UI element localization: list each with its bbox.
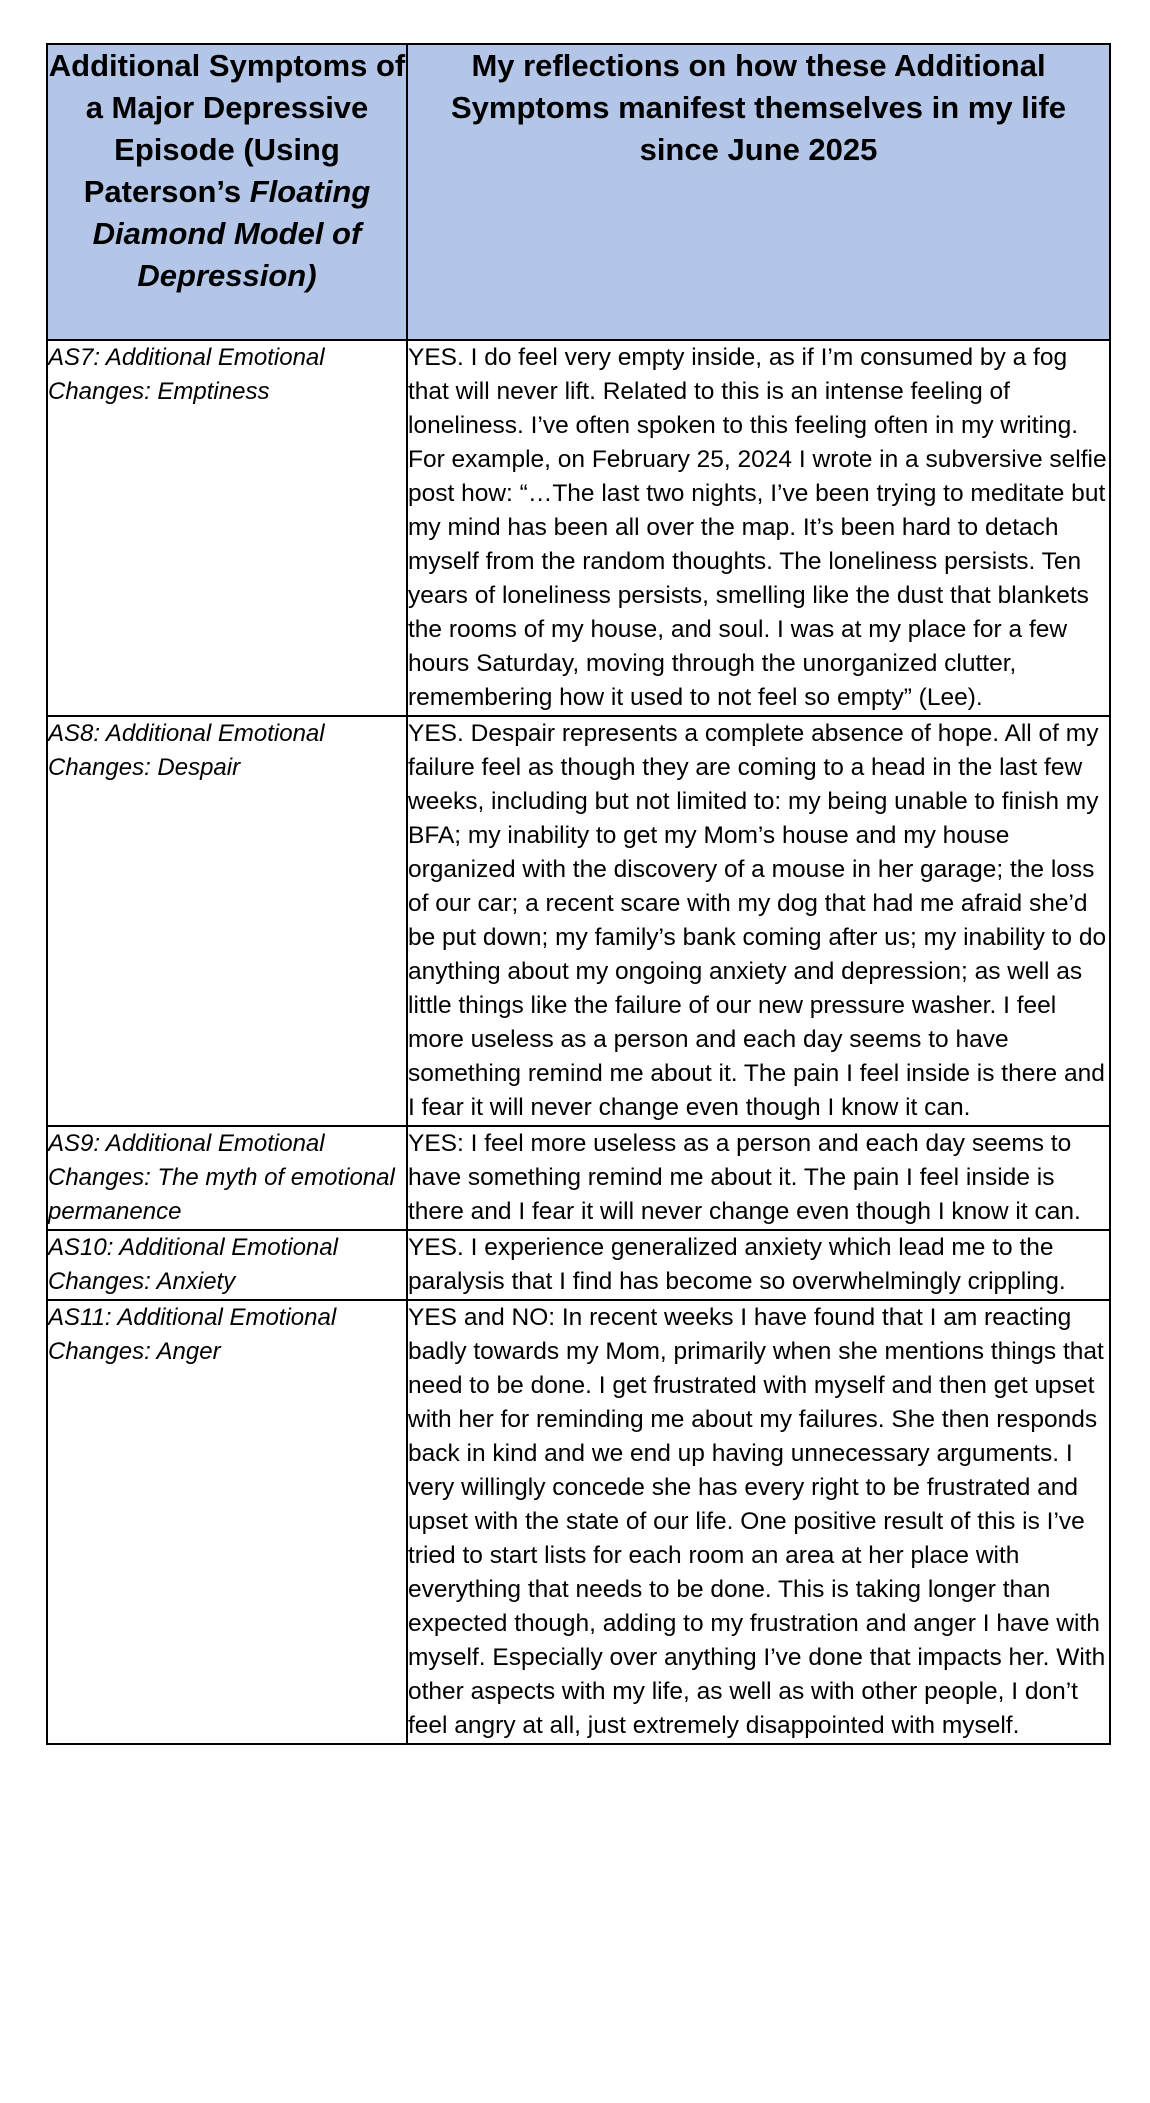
header-symptoms-italic: Floating Diamond Model of Depression) (92, 174, 371, 293)
symptom-cell: AS9: Additional Emotional Changes: The myth of emotional permanence (47, 1126, 407, 1230)
symptom-cell: AS11: Additional Emotional Changes: Anger (47, 1300, 407, 1744)
symptom-cell: AS7: Additional Emotional Changes: Emptiness (47, 340, 407, 716)
reflection-cell: YES. I experience generalized anxiety which lead me to the paralysis that I find has become so overwhelmingly crippling. (407, 1230, 1110, 1300)
symptom-cell: AS8: Additional Emotional Changes: Despair (47, 716, 407, 1126)
table-row (47, 1230, 1110, 1300)
header-symptoms-text: Additional Symptoms of a Major Depressive Episode (Using Paterson’s (48, 48, 406, 209)
header-symptoms (47, 44, 407, 340)
table-header-row (47, 44, 1110, 340)
table-row (47, 1126, 1110, 1230)
reflection-cell: YES and NO: In recent weeks I have found that I am reacting badly towards my Mom, primarily when she mentions things that need to be done. I get frustrated with myself and then get upset with her for reminding me about my failures. She then responds back in kind and we end up having unnecessary arguments. I very willingly concede she has every right to be frustrated and upset with the state of our life. One positive result of this is I’ve tried to start lists for each room an area at her place with everything that needs to be done. This is taking longer than expected though, adding to my frustration and anger I have with myself. Especially over anything I’ve done that impacts her. With other aspects with my life, as well as with other people, I don’t feel angry at all, just extremely disappointed with myself. (407, 1300, 1110, 1744)
reflection-cell: YES. Despair represents a complete absence of hope. All of my failure feel as though they are coming to a head in the last few weeks, including but not limited to: my being unable to finish my BFA; my inability to get my Mom’s house and my house organized with the discovery of a mouse in her garage; the loss of our car; a recent scare with my dog that had me afraid she’d be put down; my family’s bank coming after us; my inability to do anything about my ongoing anxiety and depression; as well as little things like the failure of our new pressure washer. I feel more useless as a person and each day seems to have something remind me about it. The pain I feel inside is there and I fear it will never change even though I know it can. (407, 716, 1110, 1126)
reflection-cell: YES. I do feel very empty inside, as if I’m consumed by a fog that will never lift. Related to this is an intense feeling of loneliness. I’ve often spoken to this feeling often in my writing. For example, on February 25, 2024 I wrote in a subversive selfie post how: “…The last two nights, I’ve been trying to meditate but my mind has been all over the map. It’s been hard to detach myself from the random thoughts. The loneliness persists. Ten years of loneliness persists, smelling like the dust that blankets the rooms of my house, and soul. I was at my place for a few hours Saturday, moving through the unorganized clutter, remembering how it used to not feel so empty” (Lee). (407, 340, 1110, 716)
table-row (47, 716, 1110, 1126)
table-row (47, 340, 1110, 716)
symptom-cell: AS10: Additional Emotional Changes: Anxiety (47, 1230, 407, 1300)
table-row (47, 1300, 1110, 1744)
header-reflections: My reflections on how these Additional Symptoms manifest themselves in my life since June 2025 (407, 44, 1110, 340)
symptoms-reflection-table (46, 43, 1111, 1745)
reflection-cell: YES: I feel more useless as a person and each day seems to have something remind me about it. The pain I feel inside is there and I fear it will never change even though I know it can. (407, 1126, 1110, 1230)
